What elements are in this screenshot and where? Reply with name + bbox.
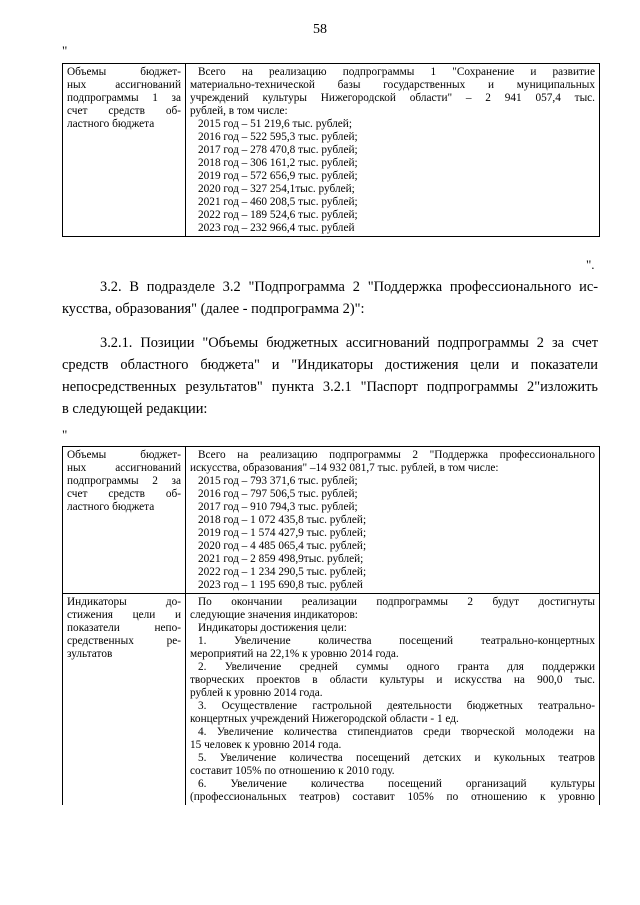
year-amount: 2015 год – 793 371,6 тыс. рублей; <box>198 475 358 487</box>
row-value-cell: Всего на реализацию подпрограммы 1 "Сохранение и развитие материально-технической базы государственных и муниципальных учреждений культуры Нижегородской области" – 2 941 057,4 тыс. рублей, в том числе: 2015 год – 51 219,6 тыс. рублей; 2016 год – 522 595,3 тыс. рублей; 2017 год – 278 470,8 тыс. рублей; 2018 год – 306 161,2 тыс. рублей; 2019 год – 572 656,9 тыс. рублей; 2020 год – 327 254,1тыс. рублей; 2021 год – 460 208,5 тыс. рублей; 2022 год – 189 524,6 тыс. рублей; 2023 год – 232 966,4 тыс. рублей <box>186 64 600 237</box>
row-value-cell: Всего на реализацию подпрограммы 2 "Поддержка профессионального искусства, образования" –14 932 081,7 тыс. рублей, в том числе: 2015 год – 793 371,6 тыс. рублей; 2016 год – 797 506,5 тыс. рублей; 2017 год – 910 794,3 тыс. рублей; 2018 год – 1 072 435,8 тыс. рублей; 2019 год – 1 574 427,9 тыс. рублей; 2020 год – 4 485 065,4 тыс. рублей; 2021 год – 2 859 498,9тыс. рублей; 2022 год – 1 234 290,5 тыс. рублей; 2023 год – 1 195 690,8 тыс. рублей <box>186 447 600 594</box>
paragraph-3-2: 3.2. В подразделе 3.2 "Подпрограмма 2 "Поддержка профессионального ис- кусства, образования" (далее - подпрограмма 2)": <box>62 279 598 317</box>
indicator-item: 4. Увеличение количества стипендиатов среди творческой молодежи на <box>198 726 595 738</box>
year-amount: 2019 год – 572 656,9 тыс. рублей; <box>198 170 358 182</box>
year-amount: 2023 год – 232 966,4 тыс. рублей <box>198 222 355 234</box>
year-amount: 2018 год – 306 161,2 тыс. рублей; <box>198 157 358 169</box>
table-row <box>63 594 600 806</box>
indicator-item: 5. Увеличение количества посещений детских и кукольных театров <box>198 752 595 764</box>
closing-quote-1: ". <box>586 257 595 272</box>
year-amount: 2022 год – 189 524,6 тыс. рублей; <box>198 209 358 221</box>
paragraph-3-2-1: 3.2.1. Позиции "Объемы бюджетных ассигнований подпрограммы 2 за счет средств областного бюджета" и "Индикаторы достижения цели и показатели непосредственных результатов" пункта 3.2.1 "Паспорт подпрограммы 2"изложить в следующей редакции: <box>62 335 598 417</box>
year-amount: 2020 год – 327 254,1тыс. рублей; <box>198 183 355 195</box>
subprogram-1-passport-table <box>62 63 600 237</box>
year-amount: 2016 год – 522 595,3 тыс. рублей; <box>198 131 358 143</box>
year-amount: 2018 год – 1 072 435,8 тыс. рублей; <box>198 514 367 526</box>
row-label-cell: Индикаторы до- стижения цели и показатели непо- средственных ре- зультатов <box>63 594 186 806</box>
year-amount: 2021 год – 2 859 498,9тыс. рублей; <box>198 553 364 565</box>
year-amount: 2019 год – 1 574 427,9 тыс. рублей; <box>198 527 367 539</box>
year-amount: 2023 год – 1 195 690,8 тыс. рублей <box>198 579 363 591</box>
page-number: 58 <box>313 22 327 37</box>
indicator-item: 3. Осуществление гастрольной деятельности бюджетных театрально- <box>198 700 595 712</box>
year-amount: 2020 год – 4 485 065,4 тыс. рублей; <box>198 540 367 552</box>
year-amount: 2017 год – 278 470,8 тыс. рублей; <box>198 144 358 156</box>
indicator-item: 2. Увеличение средней суммы одного гранта для поддержки <box>198 661 595 673</box>
table-row <box>63 64 600 237</box>
year-amount: 2022 год – 1 234 290,5 тыс. рублей; <box>198 566 367 578</box>
indicator-item: 6. Увеличение количества посещений организаций культуры <box>198 778 595 790</box>
year-amount: 2017 год – 910 794,3 тыс. рублей; <box>198 501 358 513</box>
year-amount: 2021 год – 460 208,5 тыс. рублей; <box>198 196 358 208</box>
row-label-cell: Объемы бюджет- ных ассигнований подпрограммы 2 за счет средств об- ластного бюджета <box>63 447 186 594</box>
table-row <box>63 447 600 594</box>
row-value-cell: По окончании реализации подпрограммы 2 будут достигнуты следующие значения индикаторов: Индикаторы достижения цели: 1. Увеличение количества посещений театрально-концертных мероприятий на 22,1% к уровню 2014 года. 2. Увеличение средней суммы одного гранта для поддержки творческих проектов в области культуры и искусства на 900,0 тыс. рублей к уровню 2014 года. 3. Осуществление гастрольной деятельности бюджетных театрально- концертных учреждений Нижегородской области - 1 ед. 4. Увеличение количества стипендиатов среди творческой молодежи на 15 человек к уровню 2014 года. 5. Увеличение количества посещений детских и кукольных театров составит 105% по отношению к 2010 году. 6. Увеличение количества посещений организаций культуры (профессиональных театров) составит 105% по отношению к уровню <box>186 594 600 806</box>
year-amount: 2015 год – 51 219,6 тыс. рублей; <box>198 118 352 130</box>
subprogram-2-passport-table <box>62 446 600 805</box>
opening-quote-1: " <box>62 43 68 58</box>
year-amount: 2016 год – 797 506,5 тыс. рублей; <box>198 488 358 500</box>
indicator-item: 1. Увеличение количества посещений театрально-концертных <box>198 635 595 647</box>
opening-quote-2: " <box>62 427 68 442</box>
row-label-cell: Объемы бюджет- ных ассигнований подпрограммы 1 за счет средств об- ластного бюджета <box>63 64 186 237</box>
